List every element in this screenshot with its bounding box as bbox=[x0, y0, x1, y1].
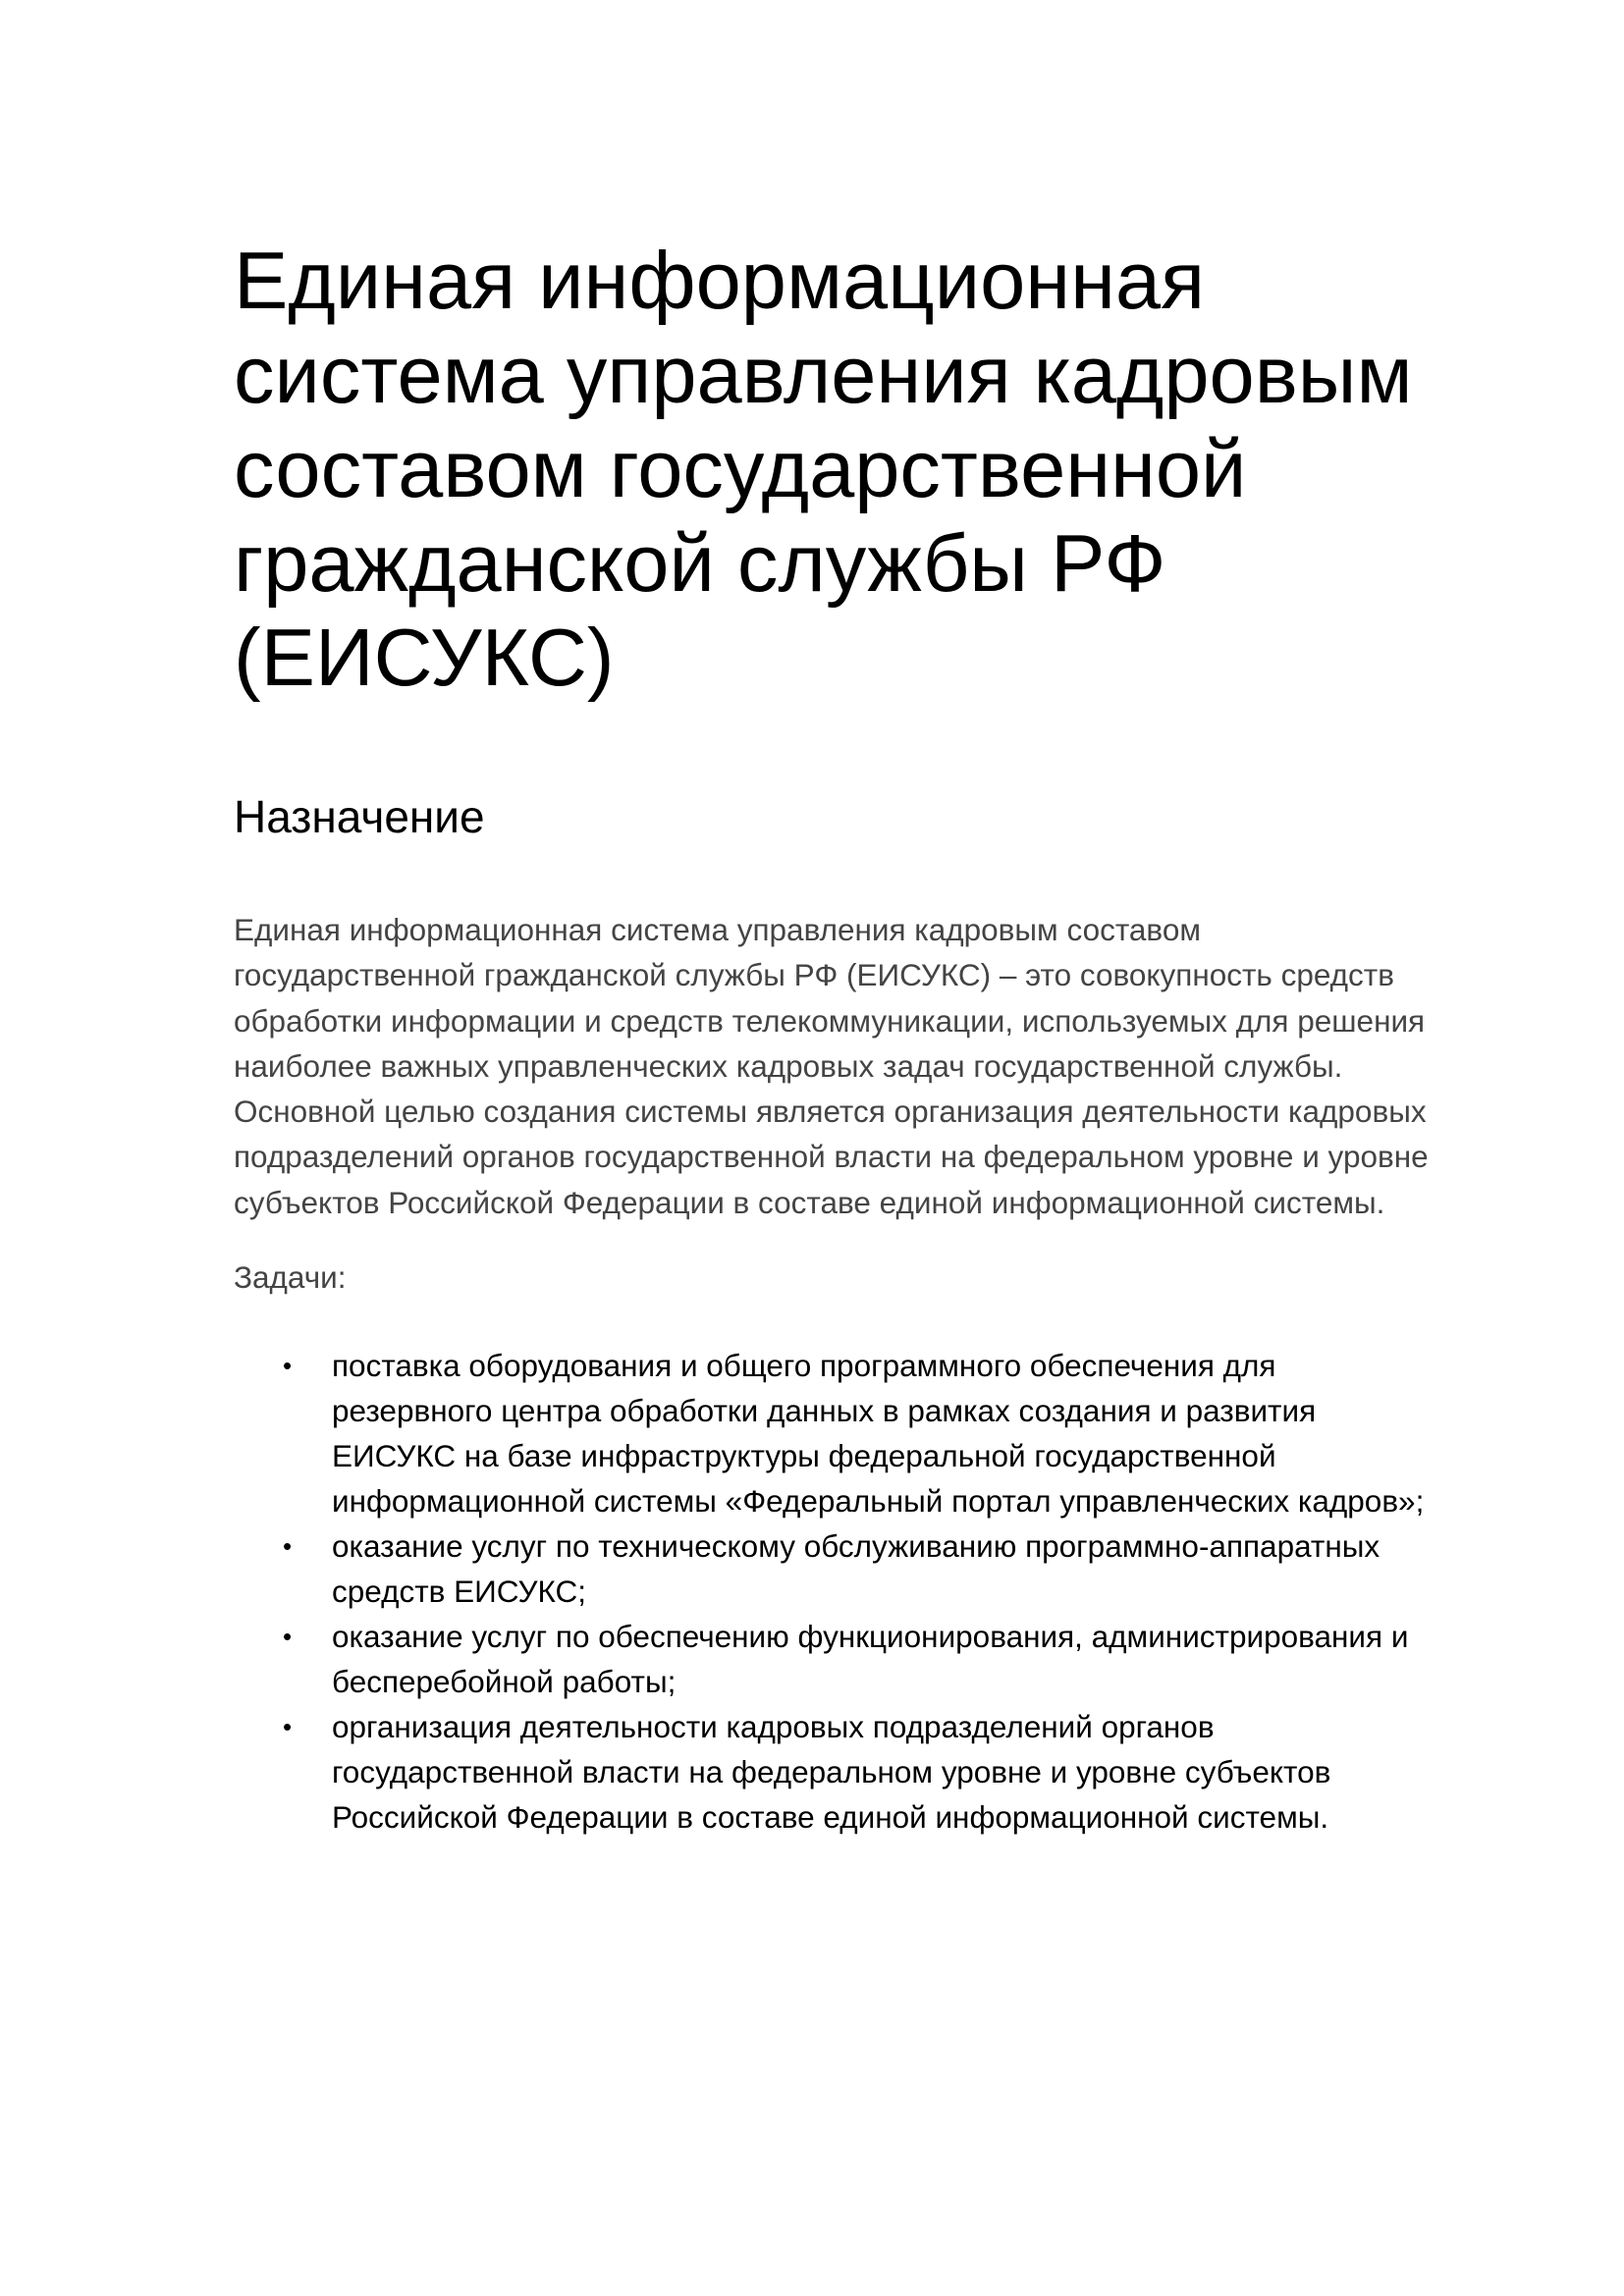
section-heading: Назначение bbox=[234, 791, 485, 842]
title-line: гражданской службы РФ bbox=[234, 517, 1166, 609]
title-line: Единая информационная bbox=[234, 235, 1206, 326]
intro-line: обработки информации и средств телекоммуникации, используемых для решения bbox=[234, 1002, 1426, 1039]
bullet-icon: • bbox=[283, 1622, 293, 1651]
bullet-icon: • bbox=[283, 1531, 293, 1561]
intro-line: Единая информационная система управления кадровым составом bbox=[234, 912, 1201, 947]
intro-line: субъектов Российской Федерации в составе единой информационной системы. bbox=[234, 1184, 1385, 1220]
list-item-line: информационной системы «Федеральный портал управленческих кадров»; bbox=[332, 1483, 1425, 1519]
list-item-line: поставка оборудования и общего программного обеспечения для bbox=[332, 1348, 1276, 1383]
intro-line: наиболее важных управленческих кадровых задач государственной службы. bbox=[234, 1047, 1343, 1084]
list-item-line: государственной власти на федеральном уровне и уровне субъектов bbox=[332, 1754, 1331, 1789]
document-title bbox=[234, 234, 1530, 705]
bullet-icon: • bbox=[283, 1351, 293, 1380]
list-item-line: Российской Федерации в составе единой информационной системы. bbox=[332, 1799, 1329, 1835]
title-line: (ЕИСУКС) bbox=[234, 612, 615, 703]
intro-line: Основной целью создания системы является организация деятельности кадровых bbox=[234, 1094, 1427, 1130]
title-line: составом государственной bbox=[234, 423, 1247, 514]
list-item bbox=[234, 1343, 1549, 1523]
document-content bbox=[234, 234, 1530, 1835]
intro-line: государственной гражданской службы РФ (ЕИСУКС) – это совокупность средств bbox=[234, 957, 1394, 993]
list-item-line: организация деятельности кадровых подразделений органов bbox=[332, 1709, 1215, 1744]
list-item-line: оказание услуг по обеспечению функционирования, администрирования и bbox=[332, 1619, 1409, 1654]
bullet-icon: • bbox=[283, 1712, 293, 1741]
title-line: система управления кадровым bbox=[234, 329, 1413, 420]
list-item-line: средств ЕИСУКС; bbox=[332, 1574, 586, 1609]
tasks-label: Задачи: bbox=[234, 1259, 347, 1295]
list-item bbox=[234, 1704, 1549, 1840]
intro-line: подразделений органов государственной власти на федеральном уровне и уровне bbox=[234, 1139, 1429, 1175]
list-item-line: оказание услуг по техническому обслуживанию программно-аппаратных bbox=[332, 1528, 1380, 1564]
list-item-line: бесперебойной работы; bbox=[332, 1664, 677, 1699]
list-item bbox=[234, 1614, 1549, 1704]
list-item-line: резервного центра обработки данных в рамках создания и развития bbox=[332, 1393, 1317, 1428]
intro-paragraph bbox=[234, 907, 1429, 1225]
tasks-list bbox=[234, 1343, 1549, 1840]
list-item-line: ЕИСУКС на базе инфраструктуры федеральной государственной bbox=[332, 1438, 1276, 1473]
list-item bbox=[234, 1523, 1549, 1614]
